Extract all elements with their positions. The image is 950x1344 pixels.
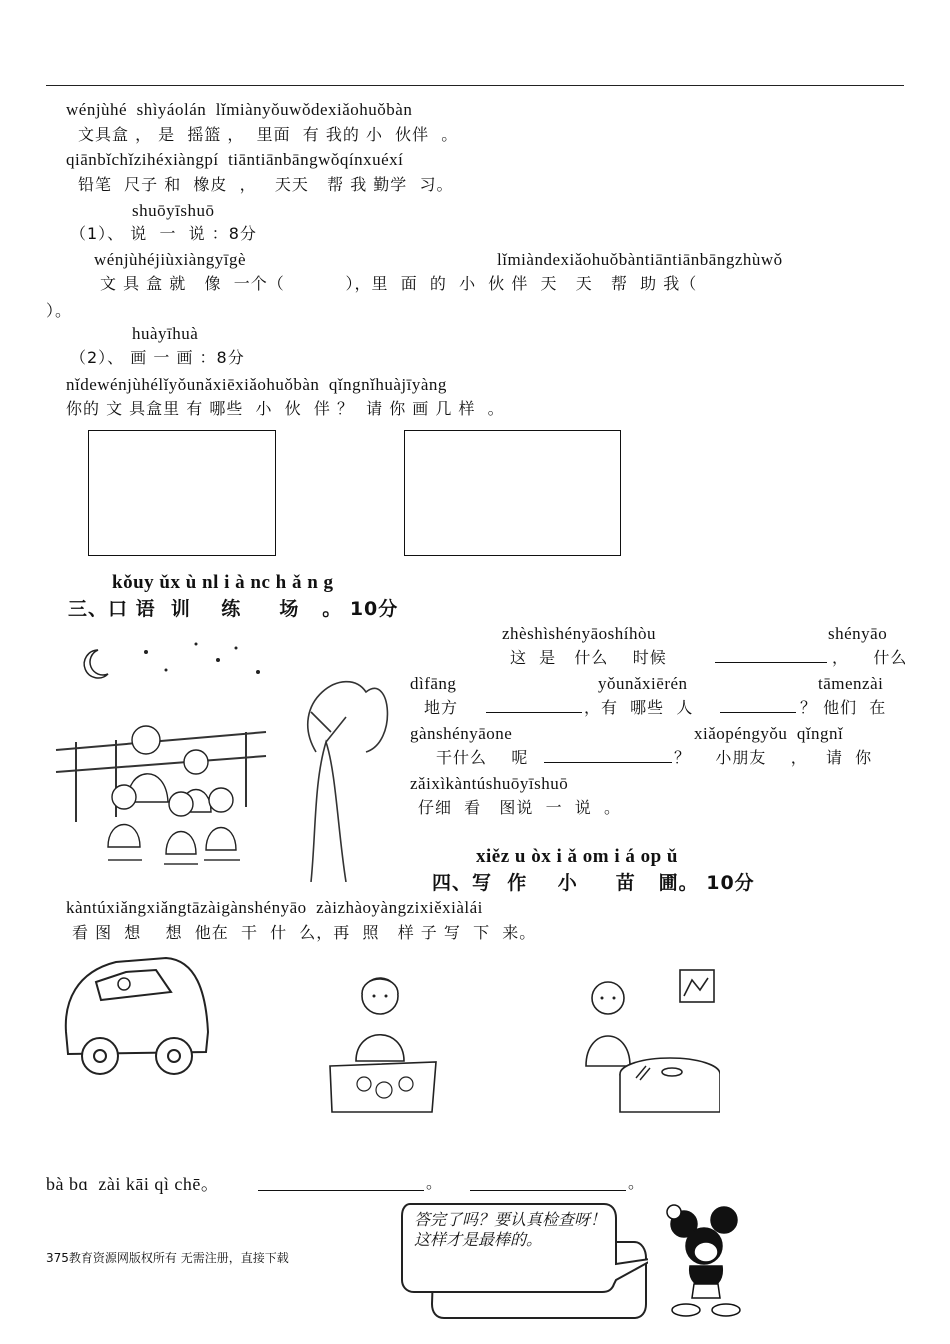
writing-blank-1[interactable]: [258, 1176, 424, 1191]
q4-pinyin: zǎixìkàntúshuōyīshuō: [410, 774, 569, 793]
passage-line1-text: 文具盒 ， 是 摇篮 ， 里面 有 我的 小 伙伴 。: [78, 125, 459, 144]
task2-label: （2）、 画 一 画 ：8分: [70, 348, 245, 367]
passage-line2-text: 铅笔 尺子 和 橡皮 ， 天天 帮 我 勤学 习。: [78, 175, 454, 194]
q2-text-b: ，有 哪些 人: [584, 698, 694, 717]
passage-line1-pinyin: wénjùhé shìyáolán lǐmiànyǒuwǒdexiǎohuǒbàn: [66, 100, 413, 119]
writing-blank-1-end: 。: [426, 1173, 444, 1192]
q3-pinyin-a: gànshényāone: [410, 724, 513, 743]
q2-pinyin-c: tāmenzài: [818, 674, 884, 693]
q3-answer-blank[interactable]: [544, 748, 672, 763]
task1-line-text: 文 具 盒 就 像 一个（ ），里 面 的 小 伙 伴 天 天 帮 助 我（: [100, 274, 698, 293]
q1-pinyin-b: shényāo: [828, 624, 888, 643]
task2-question-pinyin: nǐdewénjùhélǐyǒunǎxiēxiǎohuǒbàn qǐngnǐhuàjīyàng: [66, 375, 447, 394]
q3-pinyin-b: xiǎopéngyǒu qǐngnǐ: [694, 724, 844, 743]
boy-at-table-illustration: [580, 966, 720, 1116]
passage-line2-pinyin: qiānbǐchǐzihéxiàngpí tiāntiānbāngwǒqínxuéxí: [66, 150, 404, 169]
q1-text-b: ， 什么: [832, 648, 908, 667]
q2-answer-blank-b[interactable]: [720, 698, 796, 713]
task2-question-text: 你的 文 具盒里 有 哪些 小 伙 伴 ？ 请 你 画 几 样 。: [66, 399, 505, 418]
speech-bubble-text: 答完了吗？要认真检查呀！这样才是最棒的。: [414, 1210, 607, 1249]
task1-line-pinyin-b: lǐmiàndexiǎohuǒbàntiāntiānbāngzhùwǒ: [497, 250, 783, 269]
night-story-scene-illustration: [46, 632, 396, 882]
section3-title-pinyin: kǒuy ǔx ù nl i à nc h ǎ n g: [112, 572, 334, 593]
q2-pinyin-a: dìfāng: [410, 674, 457, 693]
q1-answer-blank[interactable]: [715, 648, 827, 663]
task2-label-pinyin: huàyīhuà: [132, 324, 199, 343]
car-illustration: [56, 952, 216, 1082]
girl-washing-illustration: [328, 966, 438, 1116]
writing-blank-2-end: 。: [628, 1173, 646, 1192]
section4-instr-text: 看 图 想 想 他在 干 什 么，再 照 样 子 写 下 来。: [72, 923, 537, 942]
q1-pinyin-a: zhèshìshényāoshíhòu: [502, 624, 656, 643]
q3-text-b: ？ 小朋友 ， 请 你: [674, 748, 873, 767]
q2-answer-blank-a[interactable]: [486, 698, 582, 713]
section4-title: 四、写 作 小 苗 圃。 10分: [432, 872, 755, 894]
section4-instr-pinyin: kàntúxiǎngxiǎngtāzàigànshényāo zàizhàoyàngzixiěxiàlái: [66, 898, 483, 917]
footer-copyright: 375教育资源网版权所有 无需注册，直接下载: [46, 1251, 289, 1265]
header-rule: [46, 85, 904, 86]
q1-text-a: 这 是 什么 时候: [510, 648, 667, 667]
q2-pinyin-b: yǒunǎxiērén: [598, 674, 688, 693]
q3-text-a: 干什么 呢: [436, 748, 529, 767]
example-sentence: bà bɑ zài kāi qì chē。: [46, 1174, 220, 1194]
q2-text-c: ？ 他们 在: [800, 698, 887, 717]
task1-line-pinyin-a: wénjùhéjiùxiàngyīgè: [94, 250, 247, 269]
task1-label-pinyin: shuōyīshuō: [132, 201, 215, 220]
section3-title: 三、口 语 训 练 场 。 10分: [68, 598, 399, 620]
mouse-mascot-illustration: [656, 1204, 756, 1318]
task1-label: （1）、 说 一 说 ：8分: [70, 224, 257, 243]
section4-title-pinyin: xiěz u òx i ǎ om i á op ǔ: [476, 846, 678, 867]
drawing-box-right[interactable]: [404, 430, 621, 556]
task1-line-end: ）。: [46, 301, 73, 320]
q4-text: 仔细 看 图说 一 说 。: [418, 798, 621, 817]
writing-blank-2[interactable]: [470, 1176, 626, 1191]
drawing-box-left[interactable]: [88, 430, 276, 556]
q2-text-a: 地方: [424, 698, 459, 717]
